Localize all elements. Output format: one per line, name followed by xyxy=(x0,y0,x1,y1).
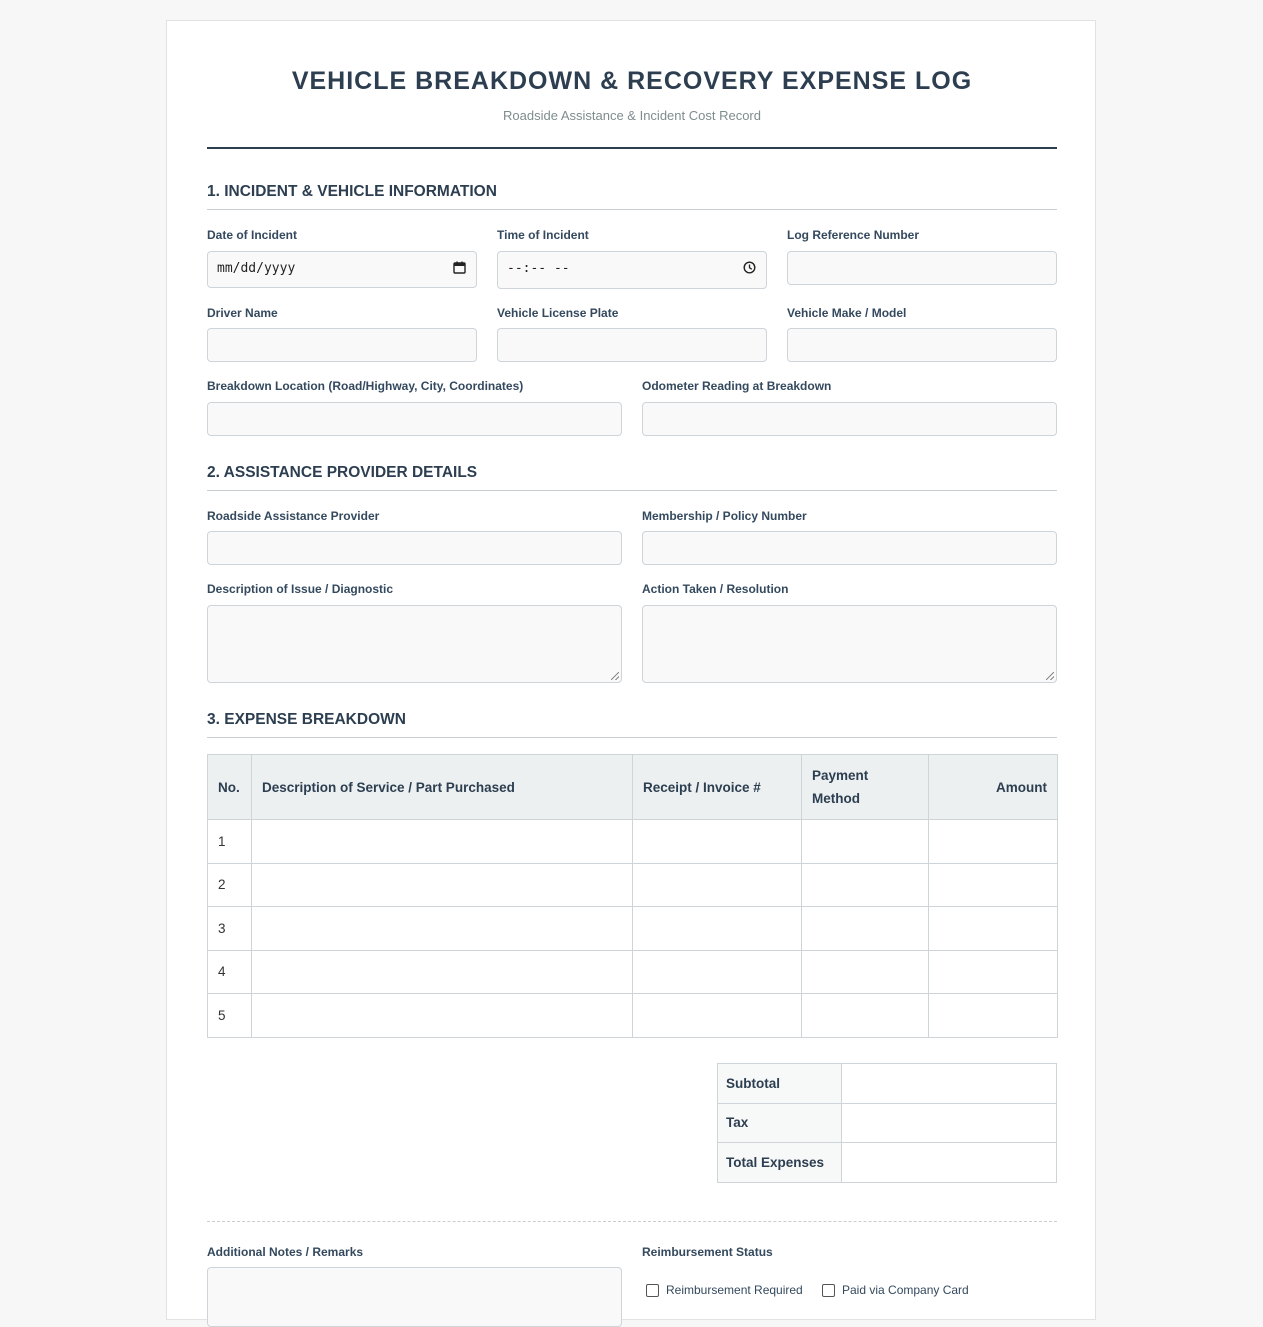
ref-label: Log Reference Number xyxy=(787,228,920,242)
totals-row xyxy=(718,1103,1057,1143)
subtotal-value[interactable] xyxy=(842,1064,1057,1104)
receipt-cell[interactable] xyxy=(633,820,802,864)
total-expenses-value[interactable] xyxy=(842,1143,1057,1183)
provider-input[interactable] xyxy=(207,531,622,565)
totals-row xyxy=(718,1143,1057,1183)
table-row xyxy=(208,994,1058,1038)
company-card-option[interactable] xyxy=(822,1283,969,1297)
driver-input[interactable] xyxy=(207,328,477,362)
expense-table xyxy=(207,754,1058,1038)
resize-handle[interactable] xyxy=(1046,672,1054,680)
issue-label: Description of Issue / Diagnostic xyxy=(207,582,394,596)
payment-cell[interactable] xyxy=(802,950,929,994)
row-number: 1 xyxy=(208,820,252,864)
time-label: Time of Incident xyxy=(497,228,589,242)
odometer-input[interactable] xyxy=(642,402,1057,436)
row-number: 4 xyxy=(208,950,252,994)
reimbursement-required-option[interactable] xyxy=(646,1283,803,1297)
row-number: 5 xyxy=(208,994,252,1038)
amount-cell[interactable] xyxy=(929,907,1058,951)
totals-row xyxy=(718,1064,1057,1104)
date-placeholder: mm/dd/yyyy xyxy=(217,261,296,276)
form-sheet xyxy=(166,20,1096,1320)
calendar-icon[interactable] xyxy=(453,261,466,278)
section-heading-provider: 2. ASSISTANCE PROVIDER DETAILS xyxy=(207,464,1057,491)
description-cell[interactable] xyxy=(252,863,633,907)
table-row xyxy=(208,863,1058,907)
row-number: 2 xyxy=(208,863,252,907)
totals-table xyxy=(717,1063,1057,1183)
payment-cell[interactable] xyxy=(802,863,929,907)
page-title: VEHICLE BREAKDOWN & RECOVERY EXPENSE LOG xyxy=(291,67,973,95)
column-header-amount: Amount xyxy=(929,755,1058,820)
description-cell[interactable] xyxy=(252,907,633,951)
section-heading-incident: 1. INCIDENT & VEHICLE INFORMATION xyxy=(207,183,1057,210)
expense-header-row xyxy=(208,755,1058,820)
tax-label: Tax xyxy=(718,1103,842,1143)
amount-cell[interactable] xyxy=(929,820,1058,864)
amount-cell[interactable] xyxy=(929,994,1058,1038)
payment-cell[interactable] xyxy=(802,820,929,864)
provider-label: Roadside Assistance Provider xyxy=(207,509,380,523)
section-heading-expenses: 3. EXPENSE BREAKDOWN xyxy=(207,711,1057,738)
description-cell[interactable] xyxy=(252,820,633,864)
column-header-description: Description of Service / Part Purchased xyxy=(252,755,633,820)
footer-divider xyxy=(207,1221,1057,1222)
time-input[interactable] xyxy=(497,251,767,289)
clock-icon[interactable] xyxy=(743,261,756,278)
column-header-payment: Payment Method xyxy=(802,755,929,820)
notes-textarea[interactable] xyxy=(207,1267,622,1327)
action-label: Action Taken / Resolution xyxy=(642,582,789,596)
header-divider xyxy=(207,147,1057,149)
policy-label: Membership / Policy Number xyxy=(642,509,807,523)
description-cell[interactable] xyxy=(252,950,633,994)
description-cell[interactable] xyxy=(252,994,633,1038)
receipt-cell[interactable] xyxy=(633,863,802,907)
plate-label: Vehicle License Plate xyxy=(497,306,619,320)
receipt-cell[interactable] xyxy=(633,907,802,951)
amount-cell[interactable] xyxy=(929,863,1058,907)
ref-input[interactable] xyxy=(787,251,1057,285)
column-header-no: No. xyxy=(208,755,252,820)
amount-cell[interactable] xyxy=(929,950,1058,994)
payment-cell[interactable] xyxy=(802,907,929,951)
reimbursement-label: Reimbursement Status xyxy=(642,1245,773,1259)
resize-handle[interactable] xyxy=(611,672,619,680)
action-textarea[interactable] xyxy=(642,605,1057,683)
subtotal-label: Subtotal xyxy=(718,1064,842,1104)
date-label: Date of Incident xyxy=(207,228,298,242)
reimbursement-required-checkbox[interactable] xyxy=(646,1284,659,1297)
location-label: Breakdown Location (Road/Highway, City, Coordinates) xyxy=(207,379,524,393)
policy-input[interactable] xyxy=(642,531,1057,565)
total-expenses-label: Total Expenses xyxy=(718,1143,842,1183)
location-input[interactable] xyxy=(207,402,622,436)
table-row xyxy=(208,820,1058,864)
company-card-checkbox[interactable] xyxy=(822,1284,835,1297)
make-label: Vehicle Make / Model xyxy=(787,306,907,320)
receipt-cell[interactable] xyxy=(633,950,802,994)
driver-label: Driver Name xyxy=(207,306,278,320)
row-number: 3 xyxy=(208,907,252,951)
payment-cell[interactable] xyxy=(802,994,929,1038)
tax-value[interactable] xyxy=(842,1103,1057,1143)
table-row xyxy=(208,950,1058,994)
column-header-receipt: Receipt / Invoice # xyxy=(633,755,802,820)
notes-label: Additional Notes / Remarks xyxy=(207,1245,364,1259)
plate-input[interactable] xyxy=(497,328,767,362)
make-input[interactable] xyxy=(787,328,1057,362)
odometer-label: Odometer Reading at Breakdown xyxy=(642,379,832,393)
table-row xyxy=(208,907,1058,951)
receipt-cell[interactable] xyxy=(633,994,802,1038)
company-card-label: Paid via Company Card xyxy=(842,1283,969,1297)
time-placeholder: --:-- -- xyxy=(507,261,570,276)
page-subtitle: Roadside Assistance & Incident Cost Record xyxy=(503,108,761,123)
reimbursement-required-label: Reimbursement Required xyxy=(666,1283,803,1297)
issue-textarea[interactable] xyxy=(207,605,622,683)
date-input[interactable] xyxy=(207,251,477,288)
